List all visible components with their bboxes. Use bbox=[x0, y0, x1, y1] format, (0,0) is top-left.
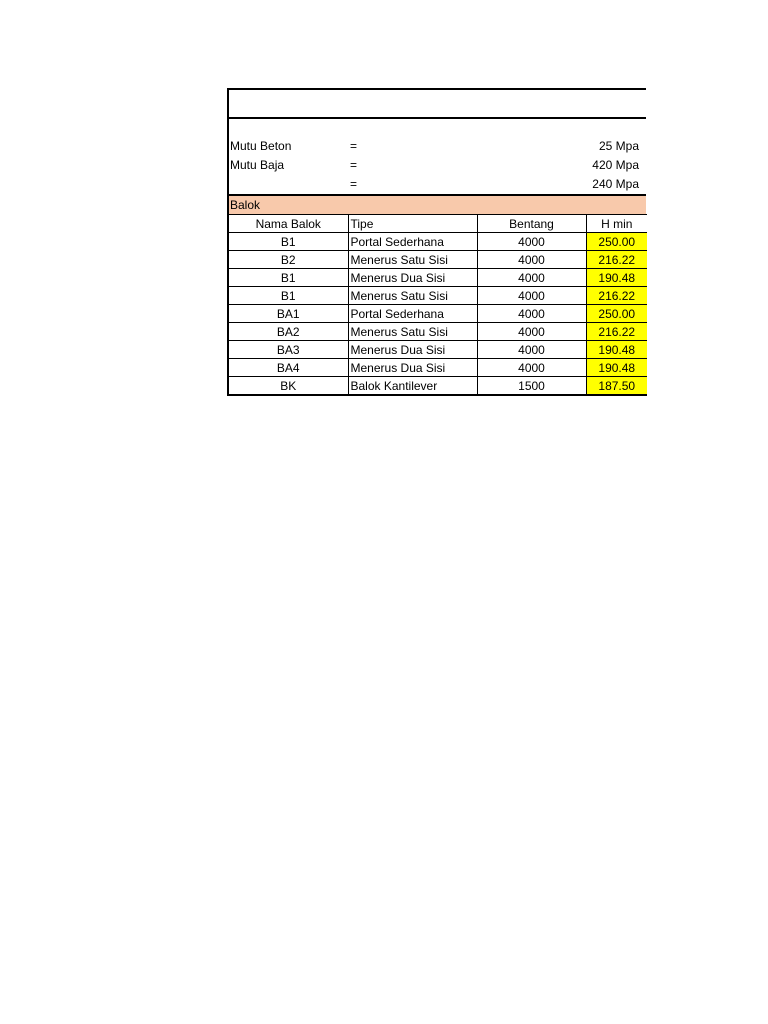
cell-nama[interactable]: B1 bbox=[228, 233, 348, 251]
cell-nama[interactable]: BA4 bbox=[228, 359, 348, 377]
table-row bbox=[228, 359, 647, 377]
cell-bentang[interactable]: 4000 bbox=[477, 323, 586, 341]
parameters bbox=[227, 119, 646, 194]
cell-tipe[interactable]: Menerus Satu Sisi bbox=[348, 323, 477, 341]
table-row bbox=[228, 233, 647, 251]
cell-h-min[interactable]: 190.48 bbox=[586, 341, 647, 359]
cell-tipe[interactable]: Menerus Satu Sisi bbox=[348, 287, 477, 305]
spreadsheet bbox=[227, 88, 646, 396]
cell-h-min[interactable]: 216.22 bbox=[586, 287, 647, 305]
cell-h-min[interactable]: 190.48 bbox=[586, 269, 647, 287]
cell-h-min[interactable]: 216.22 bbox=[586, 251, 647, 269]
param-row-mutu-beton bbox=[229, 137, 646, 156]
cell-h-min[interactable]: 187.50 bbox=[586, 377, 647, 396]
cell-bentang[interactable]: 1500 bbox=[477, 377, 586, 396]
table-row bbox=[228, 377, 647, 396]
param-equals[interactable]: = bbox=[350, 177, 358, 191]
param-equals[interactable]: = bbox=[350, 158, 358, 172]
cell-tipe[interactable]: Menerus Satu Sisi bbox=[348, 251, 477, 269]
param-value[interactable]: 240 Mpa bbox=[592, 177, 639, 191]
cell-bentang[interactable]: 4000 bbox=[477, 305, 586, 323]
cell-nama[interactable]: B2 bbox=[228, 251, 348, 269]
cell-tipe[interactable]: Menerus Dua Sisi bbox=[348, 341, 477, 359]
table-row bbox=[228, 323, 647, 341]
cell-h-min[interactable]: 216.22 bbox=[586, 323, 647, 341]
cell-tipe[interactable]: Menerus Dua Sisi bbox=[348, 359, 477, 377]
cell-bentang[interactable]: 4000 bbox=[477, 341, 586, 359]
title-cell[interactable] bbox=[227, 88, 646, 119]
cell-bentang[interactable]: 4000 bbox=[477, 233, 586, 251]
cell-tipe[interactable]: Portal Sederhana bbox=[348, 305, 477, 323]
header-bentang[interactable]: Bentang bbox=[477, 215, 586, 233]
cell-bentang[interactable]: 4000 bbox=[477, 251, 586, 269]
cell-tipe[interactable]: Balok Kantilever bbox=[348, 377, 477, 396]
header-tipe[interactable]: Tipe bbox=[348, 215, 477, 233]
table-row bbox=[228, 269, 647, 287]
param-label[interactable]: Mutu Beton bbox=[230, 139, 292, 153]
cell-nama[interactable]: BA1 bbox=[228, 305, 348, 323]
table-row bbox=[228, 305, 647, 323]
param-value[interactable]: 25 Mpa bbox=[598, 139, 639, 153]
param-row-mutu-baja bbox=[229, 156, 646, 175]
cell-tipe[interactable]: Menerus Dua Sisi bbox=[348, 269, 477, 287]
cell-nama[interactable]: B1 bbox=[228, 269, 348, 287]
table-row bbox=[228, 251, 647, 269]
param-equals[interactable]: = bbox=[350, 139, 358, 153]
cell-nama[interactable]: B1 bbox=[228, 287, 348, 305]
table-row bbox=[228, 287, 647, 305]
cell-bentang[interactable]: 4000 bbox=[477, 269, 586, 287]
table-row bbox=[228, 341, 647, 359]
cell-nama[interactable]: BK bbox=[228, 377, 348, 396]
cell-h-min[interactable]: 190.48 bbox=[586, 359, 647, 377]
balok-table bbox=[227, 214, 647, 396]
cell-nama[interactable]: BA2 bbox=[228, 323, 348, 341]
table-header-row bbox=[228, 215, 647, 233]
param-value[interactable]: 420 Mpa bbox=[592, 158, 639, 172]
cell-h-min[interactable]: 250.00 bbox=[586, 305, 647, 323]
header-h-min[interactable]: H min bbox=[586, 215, 647, 233]
param-label[interactable]: Mutu Baja bbox=[230, 158, 285, 172]
cell-h-min[interactable]: 250.00 bbox=[586, 233, 647, 251]
cell-bentang[interactable]: 4000 bbox=[477, 287, 586, 305]
header-nama-balok[interactable]: Nama Balok bbox=[228, 215, 348, 233]
cell-bentang[interactable]: 4000 bbox=[477, 359, 586, 377]
cell-nama[interactable]: BA3 bbox=[228, 341, 348, 359]
cell-tipe[interactable]: Portal Sederhana bbox=[348, 233, 477, 251]
param-row-3 bbox=[229, 175, 646, 194]
section-header-balok[interactable]: Balok bbox=[227, 194, 646, 214]
